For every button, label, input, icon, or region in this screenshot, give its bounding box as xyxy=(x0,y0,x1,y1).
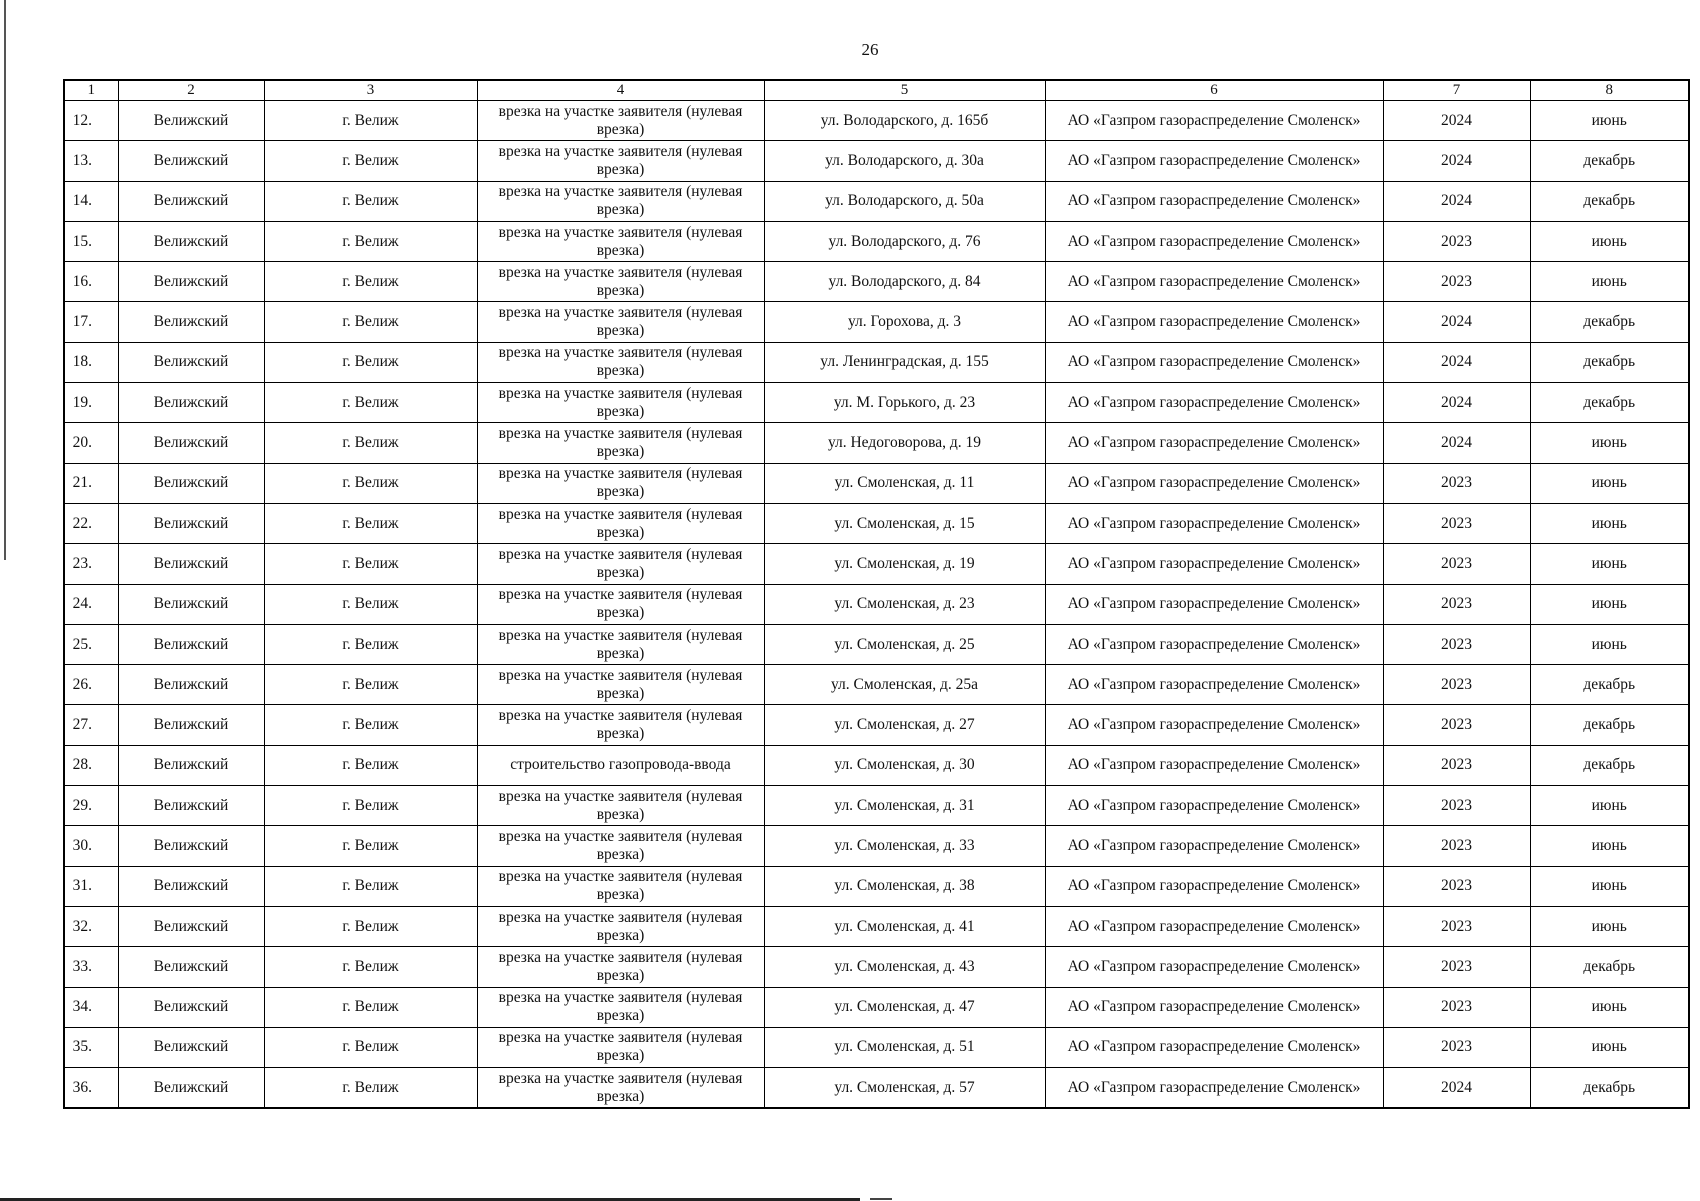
cell-month: июнь xyxy=(1530,221,1689,261)
cell-settlement: г. Велиж xyxy=(264,947,477,987)
cell-row-number: 34. xyxy=(64,987,118,1027)
header-col-6: 6 xyxy=(1045,80,1383,101)
cell-month: декабрь xyxy=(1530,745,1689,785)
cell-organization: АО «Газпром газораспределение Смоленск» xyxy=(1045,826,1383,866)
cell-address: ул. Смоленская, д. 47 xyxy=(764,987,1045,1027)
table-row xyxy=(64,423,1689,463)
works-table xyxy=(63,79,1690,1109)
cell-month: июнь xyxy=(1530,624,1689,664)
cell-organization: АО «Газпром газораспределение Смоленск» xyxy=(1045,624,1383,664)
cell-district: Велижский xyxy=(118,826,264,866)
cell-work-type: врезка на участке заявителя (нулевая врезка) xyxy=(477,987,764,1027)
table-row xyxy=(64,745,1689,785)
table-row xyxy=(64,503,1689,543)
cell-district: Велижский xyxy=(118,181,264,221)
cell-work-type: врезка на участке заявителя (нулевая врезка) xyxy=(477,584,764,624)
cell-year: 2023 xyxy=(1383,745,1530,785)
cell-settlement: г. Велиж xyxy=(264,665,477,705)
cell-year: 2023 xyxy=(1383,866,1530,906)
cell-address: ул. Володарского, д. 76 xyxy=(764,221,1045,261)
cell-year: 2024 xyxy=(1383,141,1530,181)
cell-work-type: врезка на участке заявителя (нулевая врезка) xyxy=(477,141,764,181)
cell-work-type: врезка на участке заявителя (нулевая врезка) xyxy=(477,423,764,463)
cell-settlement: г. Велиж xyxy=(264,584,477,624)
table-row xyxy=(64,786,1689,826)
cell-district: Велижский xyxy=(118,745,264,785)
cell-row-number: 14. xyxy=(64,181,118,221)
table-row xyxy=(64,141,1689,181)
cell-district: Велижский xyxy=(118,786,264,826)
cell-settlement: г. Велиж xyxy=(264,1068,477,1109)
table-row xyxy=(64,866,1689,906)
cell-year: 2023 xyxy=(1383,826,1530,866)
table-row xyxy=(64,101,1689,141)
table-row xyxy=(64,624,1689,664)
cell-row-number: 33. xyxy=(64,947,118,987)
table-row xyxy=(64,906,1689,946)
header-row xyxy=(64,80,1689,101)
cell-month: декабрь xyxy=(1530,1068,1689,1109)
cell-year: 2023 xyxy=(1383,906,1530,946)
cell-address: ул. Смоленская, д. 15 xyxy=(764,503,1045,543)
cell-month: июнь xyxy=(1530,101,1689,141)
cell-row-number: 35. xyxy=(64,1027,118,1067)
header-col-1: 1 xyxy=(64,80,118,101)
cell-work-type: врезка на участке заявителя (нулевая врезка) xyxy=(477,1068,764,1109)
cell-year: 2023 xyxy=(1383,463,1530,503)
cell-settlement: г. Велиж xyxy=(264,624,477,664)
cell-address: ул. Смоленская, д. 23 xyxy=(764,584,1045,624)
cell-organization: АО «Газпром газораспределение Смоленск» xyxy=(1045,745,1383,785)
cell-district: Велижский xyxy=(118,503,264,543)
cell-work-type: строительство газопровода-ввода xyxy=(477,745,764,785)
cell-settlement: г. Велиж xyxy=(264,463,477,503)
header-col-2: 2 xyxy=(118,80,264,101)
cell-row-number: 16. xyxy=(64,262,118,302)
cell-month: июнь xyxy=(1530,786,1689,826)
cell-district: Велижский xyxy=(118,221,264,261)
cell-organization: АО «Газпром газораспределение Смоленск» xyxy=(1045,665,1383,705)
cell-work-type: врезка на участке заявителя (нулевая врезка) xyxy=(477,383,764,423)
page-edge-line xyxy=(4,0,6,560)
table-body xyxy=(64,101,1689,1109)
cell-organization: АО «Газпром газораспределение Смоленск» xyxy=(1045,342,1383,382)
cell-settlement: г. Велиж xyxy=(264,987,477,1027)
cell-settlement: г. Велиж xyxy=(264,786,477,826)
header-col-7: 7 xyxy=(1383,80,1530,101)
table-row xyxy=(64,463,1689,503)
table-row xyxy=(64,221,1689,261)
table-row xyxy=(64,584,1689,624)
cell-organization: АО «Газпром газораспределение Смоленск» xyxy=(1045,906,1383,946)
cell-address: ул. Смоленская, д. 43 xyxy=(764,947,1045,987)
cell-address: ул. Володарского, д. 50а xyxy=(764,181,1045,221)
cell-year: 2023 xyxy=(1383,705,1530,745)
cell-settlement: г. Велиж xyxy=(264,503,477,543)
cell-address: ул. Смоленская, д. 33 xyxy=(764,826,1045,866)
cell-row-number: 32. xyxy=(64,906,118,946)
cell-organization: АО «Газпром газораспределение Смоленск» xyxy=(1045,866,1383,906)
cell-work-type: врезка на участке заявителя (нулевая врезка) xyxy=(477,1027,764,1067)
cell-address: ул. Смоленская, д. 38 xyxy=(764,866,1045,906)
cell-organization: АО «Газпром газораспределение Смоленск» xyxy=(1045,786,1383,826)
cell-organization: АО «Газпром газораспределение Смоленск» xyxy=(1045,262,1383,302)
cell-year: 2024 xyxy=(1383,342,1530,382)
cell-district: Велижский xyxy=(118,544,264,584)
cell-address: ул. Смоленская, д. 27 xyxy=(764,705,1045,745)
cell-address: ул. Смоленская, д. 41 xyxy=(764,906,1045,946)
cell-work-type: врезка на участке заявителя (нулевая врезка) xyxy=(477,705,764,745)
cell-row-number: 17. xyxy=(64,302,118,342)
cell-year: 2023 xyxy=(1383,624,1530,664)
cell-month: июнь xyxy=(1530,544,1689,584)
cell-address: ул. Смоленская, д. 25 xyxy=(764,624,1045,664)
cell-address: ул. Смоленская, д. 30 xyxy=(764,745,1045,785)
cell-organization: АО «Газпром газораспределение Смоленск» xyxy=(1045,987,1383,1027)
cell-year: 2024 xyxy=(1383,302,1530,342)
cell-row-number: 27. xyxy=(64,705,118,745)
table-row xyxy=(64,987,1689,1027)
cell-month: июнь xyxy=(1530,987,1689,1027)
cell-district: Велижский xyxy=(118,665,264,705)
cell-address: ул. Недоговорова, д. 19 xyxy=(764,423,1045,463)
cell-row-number: 31. xyxy=(64,866,118,906)
cell-work-type: врезка на участке заявителя (нулевая врезка) xyxy=(477,181,764,221)
cell-address: ул. Смоленская, д. 57 xyxy=(764,1068,1045,1109)
cell-district: Велижский xyxy=(118,624,264,664)
cell-work-type: врезка на участке заявителя (нулевая врезка) xyxy=(477,262,764,302)
cell-settlement: г. Велиж xyxy=(264,302,477,342)
cell-year: 2023 xyxy=(1383,544,1530,584)
cell-year: 2023 xyxy=(1383,947,1530,987)
cell-address: ул. Володарского, д. 84 xyxy=(764,262,1045,302)
cell-settlement: г. Велиж xyxy=(264,705,477,745)
cell-organization: АО «Газпром газораспределение Смоленск» xyxy=(1045,141,1383,181)
cell-work-type: врезка на участке заявителя (нулевая врезка) xyxy=(477,463,764,503)
cell-settlement: г. Велиж xyxy=(264,101,477,141)
cell-address: ул. Смоленская, д. 19 xyxy=(764,544,1045,584)
cell-row-number: 29. xyxy=(64,786,118,826)
table-row xyxy=(64,544,1689,584)
cell-year: 2023 xyxy=(1383,503,1530,543)
table-row xyxy=(64,262,1689,302)
cell-district: Велижский xyxy=(118,101,264,141)
cell-settlement: г. Велиж xyxy=(264,181,477,221)
cell-row-number: 18. xyxy=(64,342,118,382)
cell-row-number: 36. xyxy=(64,1068,118,1109)
cell-month: июнь xyxy=(1530,262,1689,302)
cell-district: Велижский xyxy=(118,383,264,423)
cell-month: июнь xyxy=(1530,1027,1689,1067)
header-col-8: 8 xyxy=(1530,80,1689,101)
cell-year: 2023 xyxy=(1383,1027,1530,1067)
cell-settlement: г. Велиж xyxy=(264,826,477,866)
table-row xyxy=(64,1027,1689,1067)
cell-year: 2024 xyxy=(1383,383,1530,423)
cell-month: июнь xyxy=(1530,584,1689,624)
header-col-3: 3 xyxy=(264,80,477,101)
cell-year: 2023 xyxy=(1383,221,1530,261)
cell-row-number: 25. xyxy=(64,624,118,664)
cell-district: Велижский xyxy=(118,947,264,987)
cell-work-type: врезка на участке заявителя (нулевая врезка) xyxy=(477,947,764,987)
cell-year: 2023 xyxy=(1383,786,1530,826)
table-row xyxy=(64,302,1689,342)
cell-row-number: 20. xyxy=(64,423,118,463)
cell-work-type: врезка на участке заявителя (нулевая врезка) xyxy=(477,342,764,382)
cell-address: ул. Смоленская, д. 51 xyxy=(764,1027,1045,1067)
table-row xyxy=(64,826,1689,866)
cell-row-number: 13. xyxy=(64,141,118,181)
cell-month: декабрь xyxy=(1530,181,1689,221)
cell-work-type: врезка на участке заявителя (нулевая врезка) xyxy=(477,503,764,543)
cell-year: 2023 xyxy=(1383,987,1530,1027)
cell-settlement: г. Велиж xyxy=(264,1027,477,1067)
cell-address: ул. Смоленская, д. 11 xyxy=(764,463,1045,503)
cell-district: Велижский xyxy=(118,906,264,946)
cell-settlement: г. Велиж xyxy=(264,423,477,463)
cell-settlement: г. Велиж xyxy=(264,906,477,946)
cell-year: 2024 xyxy=(1383,423,1530,463)
cell-row-number: 21. xyxy=(64,463,118,503)
cell-month: декабрь xyxy=(1530,342,1689,382)
cell-work-type: врезка на участке заявителя (нулевая врезка) xyxy=(477,624,764,664)
cell-row-number: 23. xyxy=(64,544,118,584)
cell-address: ул. Володарского, д. 165б xyxy=(764,101,1045,141)
cell-district: Велижский xyxy=(118,1068,264,1109)
cell-month: декабрь xyxy=(1530,141,1689,181)
cell-organization: АО «Газпром газораспределение Смоленск» xyxy=(1045,221,1383,261)
cell-district: Велижский xyxy=(118,141,264,181)
cell-month: декабрь xyxy=(1530,383,1689,423)
cell-month: июнь xyxy=(1530,906,1689,946)
cell-organization: АО «Газпром газораспределение Смоленск» xyxy=(1045,1027,1383,1067)
cell-row-number: 12. xyxy=(64,101,118,141)
cell-year: 2023 xyxy=(1383,262,1530,302)
cell-address: ул. Ленинградская, д. 155 xyxy=(764,342,1045,382)
cell-month: декабрь xyxy=(1530,705,1689,745)
cell-month: июнь xyxy=(1530,423,1689,463)
table-row xyxy=(64,947,1689,987)
cell-year: 2023 xyxy=(1383,665,1530,705)
header-col-5: 5 xyxy=(764,80,1045,101)
cell-settlement: г. Велиж xyxy=(264,221,477,261)
cell-organization: АО «Газпром газораспределение Смоленск» xyxy=(1045,584,1383,624)
cell-work-type: врезка на участке заявителя (нулевая врезка) xyxy=(477,302,764,342)
table-row xyxy=(64,705,1689,745)
cell-organization: АО «Газпром газораспределение Смоленск» xyxy=(1045,383,1383,423)
cell-settlement: г. Велиж xyxy=(264,544,477,584)
cell-organization: АО «Газпром газораспределение Смоленск» xyxy=(1045,181,1383,221)
cell-row-number: 22. xyxy=(64,503,118,543)
cell-district: Велижский xyxy=(118,705,264,745)
cell-work-type: врезка на участке заявителя (нулевая врезка) xyxy=(477,665,764,705)
cell-work-type: врезка на участке заявителя (нулевая врезка) xyxy=(477,786,764,826)
table-row xyxy=(64,342,1689,382)
cell-work-type: врезка на участке заявителя (нулевая врезка) xyxy=(477,221,764,261)
cell-month: июнь xyxy=(1530,503,1689,543)
table-row xyxy=(64,665,1689,705)
table-row xyxy=(64,383,1689,423)
cell-organization: АО «Газпром газораспределение Смоленск» xyxy=(1045,503,1383,543)
cell-address: ул. Володарского, д. 30а xyxy=(764,141,1045,181)
cell-district: Велижский xyxy=(118,584,264,624)
cell-organization: АО «Газпром газораспределение Смоленск» xyxy=(1045,705,1383,745)
cell-work-type: врезка на участке заявителя (нулевая врезка) xyxy=(477,866,764,906)
cell-settlement: г. Велиж xyxy=(264,745,477,785)
cell-row-number: 24. xyxy=(64,584,118,624)
table-row xyxy=(64,181,1689,221)
cell-organization: АО «Газпром газораспределение Смоленск» xyxy=(1045,101,1383,141)
cell-organization: АО «Газпром газораспределение Смоленск» xyxy=(1045,544,1383,584)
cell-row-number: 19. xyxy=(64,383,118,423)
cell-work-type: врезка на участке заявителя (нулевая врезка) xyxy=(477,544,764,584)
cell-settlement: г. Велиж xyxy=(264,141,477,181)
cell-district: Велижский xyxy=(118,302,264,342)
cell-row-number: 30. xyxy=(64,826,118,866)
page-number: 26 xyxy=(861,40,879,59)
cell-organization: АО «Газпром газораспределение Смоленск» xyxy=(1045,302,1383,342)
cell-month: июнь xyxy=(1530,866,1689,906)
cell-settlement: г. Велиж xyxy=(264,383,477,423)
cell-month: декабрь xyxy=(1530,302,1689,342)
cell-month: декабрь xyxy=(1530,665,1689,705)
cell-month: декабрь xyxy=(1530,947,1689,987)
cell-year: 2024 xyxy=(1383,101,1530,141)
cell-year: 2023 xyxy=(1383,584,1530,624)
cell-address: ул. Горохова, д. 3 xyxy=(764,302,1045,342)
cell-district: Велижский xyxy=(118,342,264,382)
cell-work-type: врезка на участке заявителя (нулевая врезка) xyxy=(477,826,764,866)
cell-month: июнь xyxy=(1530,826,1689,866)
cell-row-number: 28. xyxy=(64,745,118,785)
cell-organization: АО «Газпром газораспределение Смоленск» xyxy=(1045,1068,1383,1109)
cell-organization: АО «Газпром газораспределение Смоленск» xyxy=(1045,463,1383,503)
cell-district: Велижский xyxy=(118,987,264,1027)
cell-district: Велижский xyxy=(118,1027,264,1067)
cell-month: июнь xyxy=(1530,463,1689,503)
cell-organization: АО «Газпром газораспределение Смоленск» xyxy=(1045,423,1383,463)
cell-address: ул. М. Горького, д. 23 xyxy=(764,383,1045,423)
cell-year: 2024 xyxy=(1383,181,1530,221)
cell-row-number: 26. xyxy=(64,665,118,705)
table-row xyxy=(64,1068,1689,1109)
cell-work-type: врезка на участке заявителя (нулевая врезка) xyxy=(477,101,764,141)
cell-address: ул. Смоленская, д. 25а xyxy=(764,665,1045,705)
cell-settlement: г. Велиж xyxy=(264,342,477,382)
cell-district: Велижский xyxy=(118,463,264,503)
cell-organization: АО «Газпром газораспределение Смоленск» xyxy=(1045,947,1383,987)
cell-year: 2024 xyxy=(1383,1068,1530,1109)
cell-work-type: врезка на участке заявителя (нулевая врезка) xyxy=(477,906,764,946)
cell-settlement: г. Велиж xyxy=(264,262,477,302)
cell-district: Велижский xyxy=(118,262,264,302)
cell-row-number: 15. xyxy=(64,221,118,261)
cell-settlement: г. Велиж xyxy=(264,866,477,906)
cell-district: Велижский xyxy=(118,423,264,463)
cell-district: Велижский xyxy=(118,866,264,906)
cell-address: ул. Смоленская, д. 31 xyxy=(764,786,1045,826)
header-col-4: 4 xyxy=(477,80,764,101)
